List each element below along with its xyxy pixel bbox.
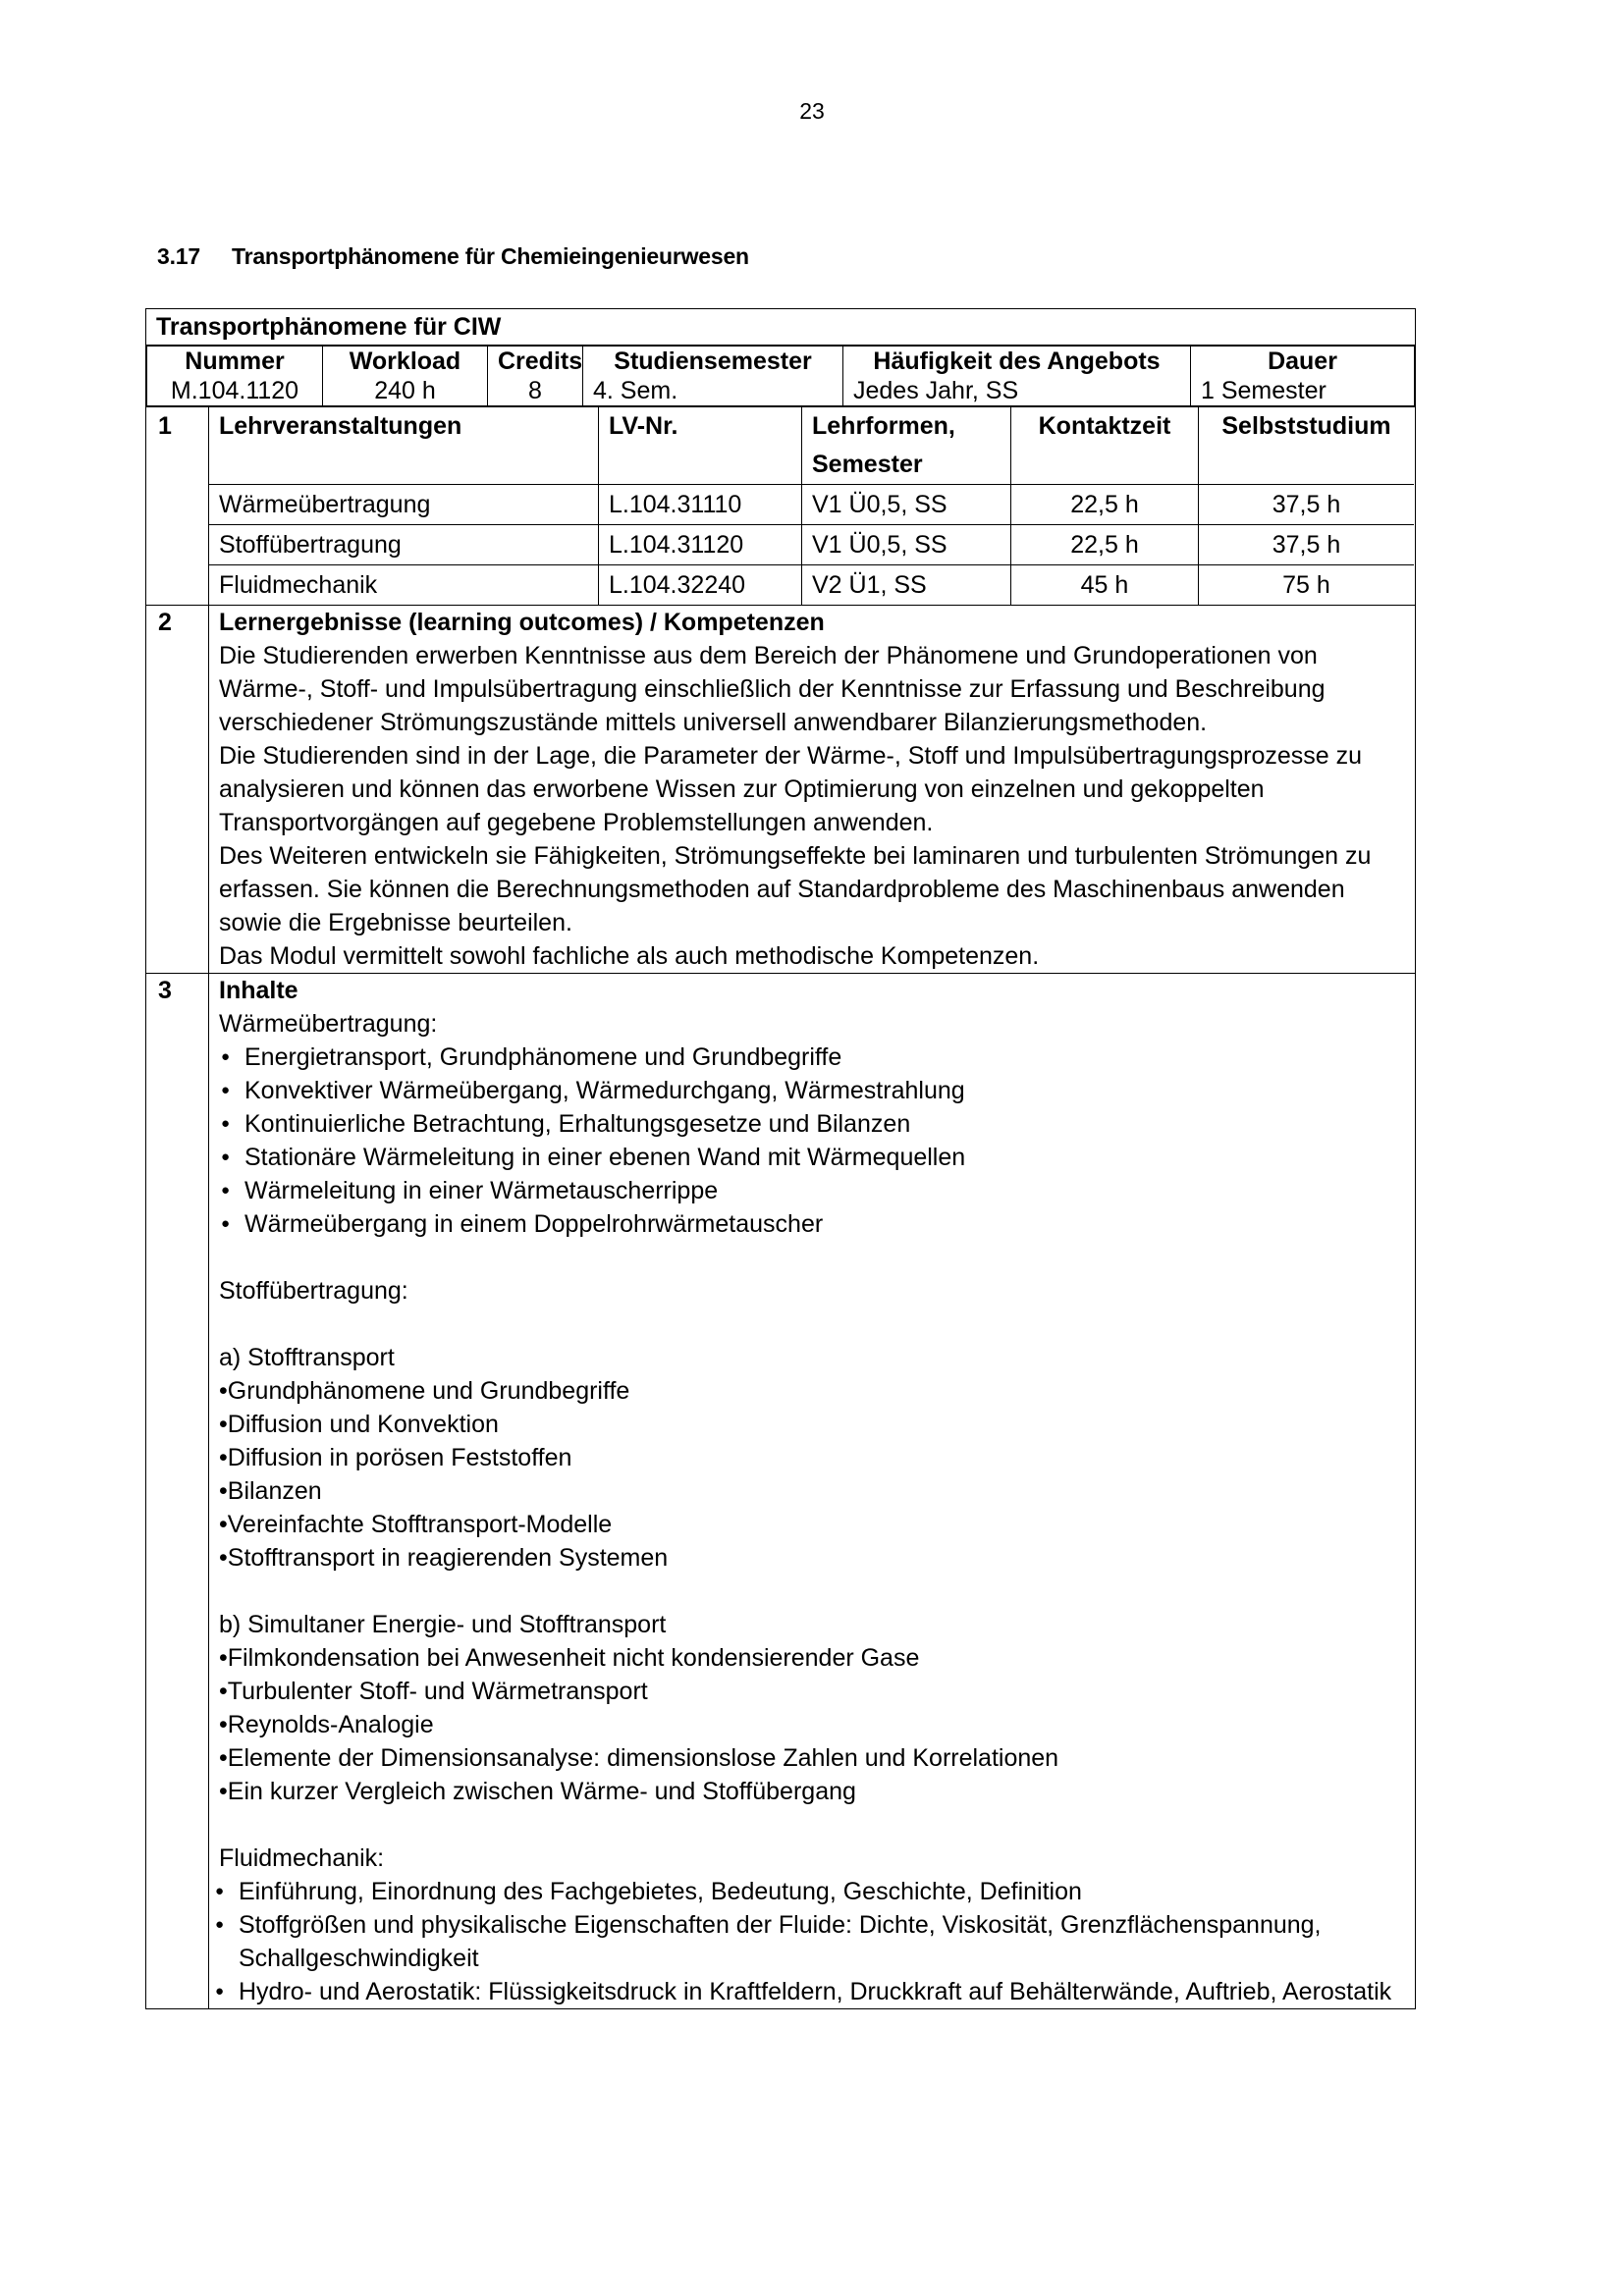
course-name: Fluidmechanik	[209, 565, 599, 606]
col-forms: Lehrformen, Semester	[802, 407, 1011, 485]
waerme-list	[219, 1041, 1405, 1241]
contents-cell	[209, 974, 1416, 2009]
col-self: Selbststudium	[1199, 407, 1415, 485]
header-value-workload: 240 h	[323, 376, 488, 406]
course-lv-nr: L.104.31110	[599, 485, 802, 525]
module-table	[145, 308, 1416, 2009]
section-heading	[157, 243, 749, 270]
list-item: ● Konvektiver Wärmeübergang, Wärmedurchgang, Wärmestrahlung	[219, 1074, 1405, 1107]
list-item: • Elemente der Dimensionsanalyse: dimensionslose Zahlen und Korrelationen	[219, 1741, 1405, 1775]
header-label: Credits	[488, 347, 583, 377]
fluid-label: Fluidmechanik:	[219, 1844, 385, 1872]
course-form: V1 Ü0,5, SS	[802, 525, 1011, 565]
fluid-list	[219, 1875, 1405, 2008]
list-item: • Turbulenter Stoff- und Wärmetransport	[219, 1675, 1405, 1708]
learning-outcomes-cell	[209, 606, 1416, 974]
section-number: 3.17	[157, 243, 200, 269]
outcome-paragraph: Des Weiteren entwickeln sie Fähigkeiten, Strömungseffekte bei laminaren und turbulenten Strömungen zu erfassen. Sie können die Berechnungsmethoden auf Standardprobleme des Maschinenbaus anwenden sowie die Ergebnisse beurteilen.	[219, 842, 1372, 936]
course-form: V2 Ü1, SS	[802, 565, 1011, 606]
table-row	[209, 565, 1415, 606]
list-item: ● Wärmeübergang in einem Doppelrohrwärmetauscher	[219, 1207, 1405, 1241]
stoff-b-list	[219, 1641, 1405, 1808]
stoff-b-label: b) Simultaner Energie- und Stofftransport	[219, 1611, 667, 1638]
list-item: ● Kontinuierliche Betrachtung, Erhaltungsgesetze und Bilanzen	[219, 1107, 1405, 1141]
list-item: • Reynolds-Analogie	[219, 1708, 1405, 1741]
col-courses: Lehrveranstaltungen	[209, 407, 599, 485]
course-form: V1 Ü0,5, SS	[802, 485, 1011, 525]
col-lv-nr: LV-Nr.	[599, 407, 802, 485]
stoff-a-label: a) Stofftransport	[219, 1344, 395, 1371]
learning-outcomes-title: Lernergebnisse (learning outcomes) / Kompetenzen	[219, 609, 825, 636]
header-label: Dauer	[1191, 347, 1415, 377]
header-value-duration: 1 Semester	[1191, 376, 1415, 406]
stoff-label: Stoffübertragung:	[219, 1277, 408, 1305]
header-value-credits: 8	[488, 376, 583, 406]
course-name: Stoffübertragung	[209, 525, 599, 565]
waerme-label: Wärmeübertragung:	[219, 1010, 438, 1038]
list-item: • Diffusion in porösen Feststoffen	[219, 1441, 1405, 1474]
contents-title: Inhalte	[219, 977, 298, 1004]
module-header	[146, 346, 1415, 406]
outcome-paragraph: Die Studierenden erwerben Kenntnisse aus dem Bereich der Phänomene und Grundoperationen von Wärme-, Stoff- und Impulsübertragung einschließlich der Kenntnisse zur Erfassung und Beschreibung verschiedener Strömungszustände mittels universell anwendbarer Bilanzierungsmethoden.	[219, 642, 1326, 736]
list-item: • Bilanzen	[219, 1474, 1405, 1508]
course-contact: 22,5 h	[1011, 525, 1199, 565]
course-contact: 22,5 h	[1011, 485, 1199, 525]
header-value-frequency: Jedes Jahr, SS	[843, 376, 1191, 406]
module-title: Transportphänomene für CIW	[146, 309, 1416, 346]
list-item: ● Wärmeleitung in einer Wärmetauscherrippe	[219, 1174, 1405, 1207]
header-label: Häufigkeit des Angebots	[843, 347, 1191, 377]
list-item: • Grundphänomene und Grundbegriffe	[219, 1374, 1405, 1408]
header-value-semester: 4. Sem.	[583, 376, 843, 406]
header-label: Nummer	[147, 347, 323, 377]
header-label: Workload	[323, 347, 488, 377]
list-item: • Filmkondensation bei Anwesenheit nicht kondensierender Gase	[219, 1641, 1405, 1675]
course-name: Wärmeübertragung	[209, 485, 599, 525]
outcome-paragraph: Die Studierenden sind in der Lage, die Parameter der Wärme-, Stoff und Impulsübertragungsprozesse zu analysieren und können das erworbene Wissen zur Optimierung von einzelnen und gekoppelten Transportvorgängen auf gegebene Problemstellungen anwenden.	[219, 742, 1363, 836]
row-index: 2	[146, 606, 209, 974]
outcome-paragraph: Das Modul vermittelt sowohl fachliche als auch methodische Kompetenzen.	[219, 942, 1040, 970]
list-item: ● Stationäre Wärmeleitung in einer ebenen Wand mit Wärmequellen	[219, 1141, 1405, 1174]
list-item: • Vereinfachte Stofftransport-Modelle	[219, 1508, 1405, 1541]
list-item: ● Energietransport, Grundphänomene und Grundbegriffe	[219, 1041, 1405, 1074]
course-contact: 45 h	[1011, 565, 1199, 606]
header-label: Studiensemester	[583, 347, 843, 377]
list-item: ● Hydro- und Aerostatik: Flüssigkeitsdruck in Kraftfeldern, Druckkraft auf Behälterwände, Auftrieb, Aerostatik	[213, 1975, 1405, 2008]
row-index: 3	[146, 974, 209, 2009]
list-item: • Ein kurzer Vergleich zwischen Wärme- und Stoffübergang	[219, 1775, 1405, 1808]
page-number: 23	[799, 98, 825, 124]
table-row	[209, 525, 1415, 565]
courses-table	[208, 407, 1414, 605]
list-item: • Diffusion und Konvektion	[219, 1408, 1405, 1441]
list-item: ● Einführung, Einordnung des Fachgebietes, Bedeutung, Geschichte, Definition	[213, 1875, 1405, 1908]
stoff-a-list	[219, 1374, 1405, 1575]
course-self: 37,5 h	[1199, 525, 1415, 565]
section-title: Transportphänomene für Chemieingenieurwesen	[232, 243, 749, 269]
course-lv-nr: L.104.32240	[599, 565, 802, 606]
course-self: 37,5 h	[1199, 485, 1415, 525]
course-lv-nr: L.104.31120	[599, 525, 802, 565]
list-item: ● Stoffgrößen und physikalische Eigenschaften der Fluide: Dichte, Viskosität, Grenzflächenspannung, Schallgeschwindigkeit	[213, 1908, 1405, 1975]
course-self: 75 h	[1199, 565, 1415, 606]
col-contact: Kontaktzeit	[1011, 407, 1199, 485]
table-row	[209, 485, 1415, 525]
row-index: 1	[146, 407, 209, 606]
list-item: • Stofftransport in reagierenden Systemen	[219, 1541, 1405, 1575]
header-value-number: M.104.1120	[147, 376, 323, 406]
